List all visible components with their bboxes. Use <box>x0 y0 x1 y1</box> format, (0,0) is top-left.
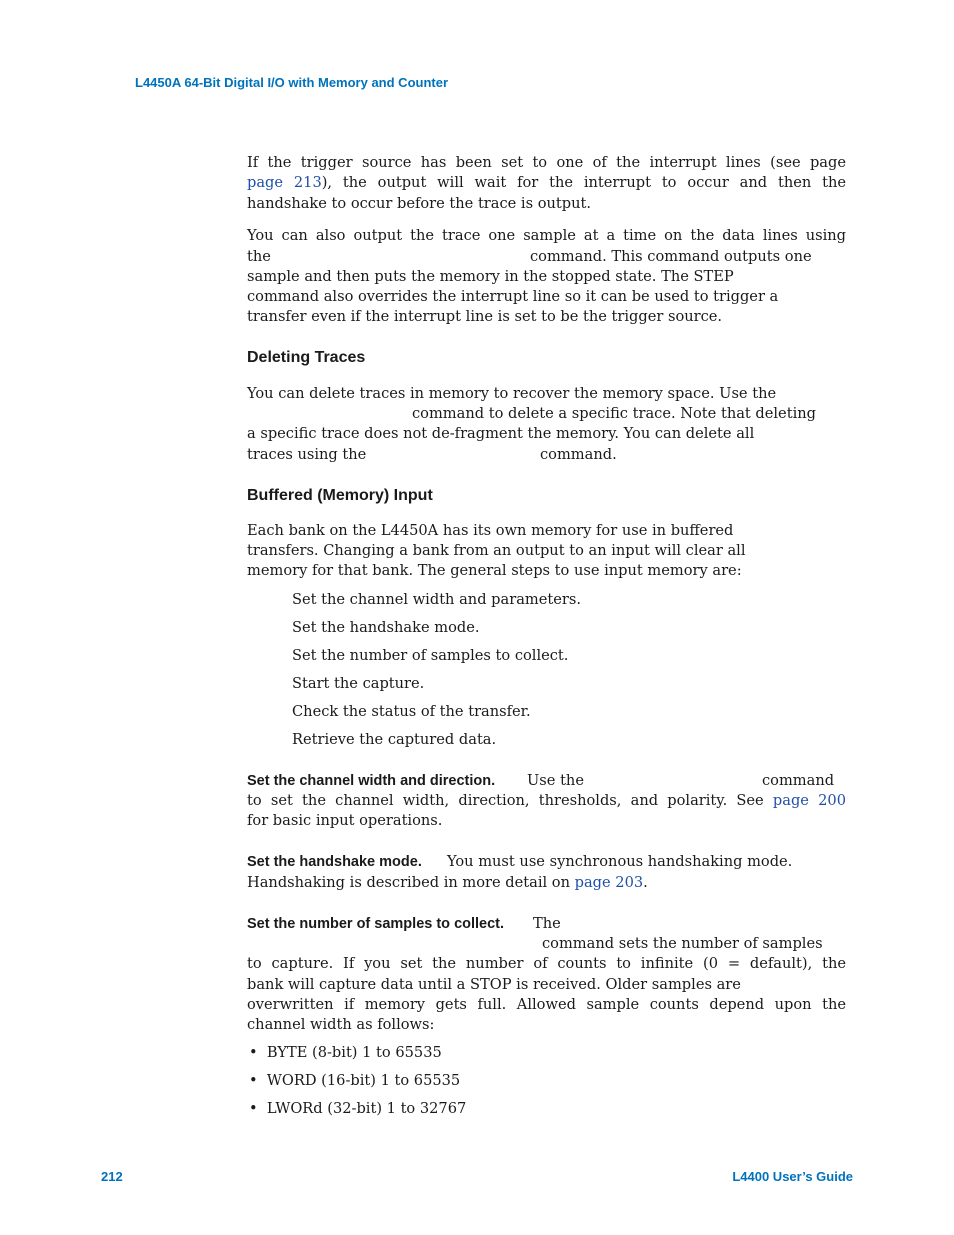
run-in-heading: Set the number of samples to collect. <box>247 916 505 932</box>
text-line: to set the channel width, direction, thresholds, and polarity. See page 200 <box>247 792 847 809</box>
page-link[interactable]: page 213 <box>247 174 322 191</box>
text-line: bank will capture data until a STOP is received. Older samples are <box>247 976 741 993</box>
text-line: command. <box>540 446 617 463</box>
text-line: channel width as follows: <box>247 1016 435 1033</box>
bullet-icon: • <box>249 1044 267 1061</box>
text-line: You can also output the trace one sample at a time on the data lines using <box>247 227 846 244</box>
text-line: page 213), the output will wait for the interrupt to occur and then the <box>247 174 847 191</box>
text-line: Use the <box>527 772 584 789</box>
guide-title: L4400 User’s Guide <box>732 1169 853 1184</box>
text-line: transfer even if the interrupt line is set to be the trigger source. <box>247 308 723 325</box>
text-line: overwritten if memory gets full. Allowed sample counts depend upon the <box>247 996 846 1013</box>
text-line: You can delete traces in memory to recover the memory space. Use the <box>247 385 777 402</box>
text-line: You must use synchronous handshaking mode. <box>447 853 793 870</box>
text-line: the <box>247 248 271 265</box>
page-link[interactable]: page 200 <box>772 792 847 809</box>
text-line: Handshaking is described in more detail on page 203. <box>247 874 648 891</box>
bullet-icon: • <box>249 1072 267 1089</box>
page-number: 212 <box>101 1169 123 1184</box>
text-line: sample and then puts the memory in the stopped state. The STEP <box>247 268 734 285</box>
text-line: The <box>533 915 561 932</box>
running-header: L4450A 64-Bit Digital I/O with Memory and Counter <box>135 75 449 90</box>
text-line: for basic input operations. <box>247 812 443 829</box>
section-heading-deleting-traces: Deleting Traces <box>247 349 366 366</box>
list-item: Set the handshake mode. <box>292 619 480 636</box>
text-line: command also overrides the interrupt line so it can be used to trigger a <box>247 288 779 305</box>
text-line: Each bank on the L4450A has its own memory for use in buffered <box>247 522 734 539</box>
list-item: Set the channel width and parameters. <box>292 591 581 608</box>
text-line: command to delete a specific trace. Note that deleting <box>412 405 816 422</box>
text-line: a specific trace does not de-fragment the memory. You can delete all <box>247 425 755 442</box>
list-item: Check the status of the transfer. <box>292 703 531 720</box>
list-item: • WORD (16-bit) 1 to 65535 <box>249 1072 461 1089</box>
page-link[interactable]: page 203 <box>574 874 644 891</box>
text-line: If the trigger source has been set to one of the interrupt lines (see page <box>247 154 846 171</box>
text-line: to capture. If you set the number of counts to infinite (0 = default), the <box>247 955 846 972</box>
list-item: Retrieve the captured data. <box>292 731 497 748</box>
section-heading-buffered-input: Buffered (Memory) Input <box>247 487 433 504</box>
text-line: memory for that bank. The general steps to use input memory are: <box>247 562 742 579</box>
bullet-icon: • <box>249 1100 267 1117</box>
text-line: command. This command outputs one <box>530 248 812 265</box>
list-item: Set the number of samples to collect. <box>292 647 569 664</box>
run-in-heading: Set the channel width and direction. <box>247 773 496 789</box>
text-line: command sets the number of samples <box>542 935 823 952</box>
text-line: traces using the <box>247 446 367 463</box>
run-in-heading: Set the handshake mode. <box>247 854 422 870</box>
text-line: transfers. Changing a bank from an output to an input will clear all <box>247 542 746 559</box>
list-item: • BYTE (8-bit) 1 to 65535 <box>249 1044 442 1061</box>
list-item: Start the capture. <box>292 675 425 692</box>
text-line: command <box>762 772 835 789</box>
list-item: • LWORd (32-bit) 1 to 32767 <box>249 1100 467 1117</box>
text-line: handshake to occur before the trace is output. <box>247 195 592 212</box>
